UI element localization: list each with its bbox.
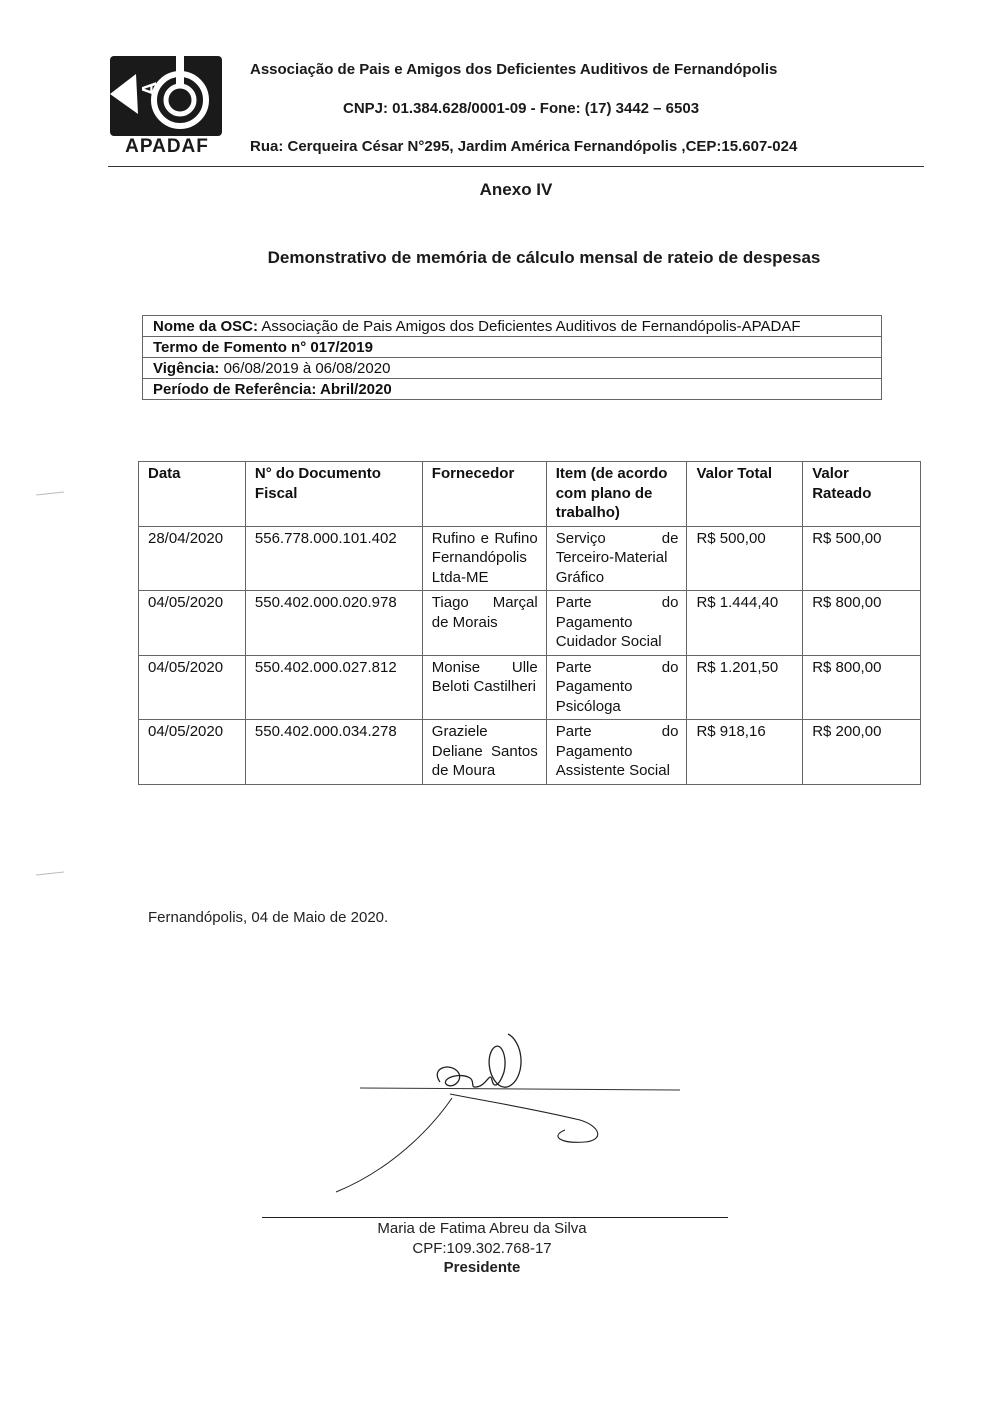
signature-line	[262, 1217, 728, 1218]
info-row-periodo	[143, 379, 882, 400]
cell-valor-total: R$ 500,00	[687, 526, 803, 591]
col-header-data: Data	[139, 462, 246, 527]
signer-name: Maria de Fatima Abreu da Silva	[377, 1220, 587, 1237]
cell-data: 04/05/2020	[139, 655, 246, 720]
org-address: Rua: Cerqueira César N°295, Jardim América Fernandópolis ,CEP:15.607-024	[250, 138, 798, 155]
signer-role: Presidente	[443, 1259, 521, 1276]
cell-documento: 556.778.000.101.402	[245, 526, 422, 591]
cell-fornecedor: Graziele Deliane Santos de Moura	[422, 720, 546, 785]
cnpj-phone: CNPJ: 01.384.628/0001-09 - Fone: (17) 3442 – 6503	[343, 100, 700, 117]
expenses-table	[138, 461, 921, 785]
col-header-fornecedor: Fornecedor	[422, 462, 546, 527]
cell-valor-total: R$ 1.444,40	[687, 591, 803, 656]
cell-fornecedor: Tiago Marçal de Morais	[422, 591, 546, 656]
signature-image	[330, 1010, 690, 1200]
termo-label: Termo de Fomento n° 017/2019	[143, 337, 882, 358]
info-row-vigencia	[143, 358, 882, 379]
cell-valor-total: R$ 1.201,50	[687, 655, 803, 720]
table-row	[139, 655, 921, 720]
info-row-osc	[143, 316, 882, 337]
header-divider	[108, 166, 924, 167]
apadaf-logo	[108, 54, 226, 158]
cell-data: 28/04/2020	[139, 526, 246, 591]
cell-valor-rateado: R$ 200,00	[803, 720, 921, 785]
cell-valor-total: R$ 918,16	[687, 720, 803, 785]
cell-fornecedor: Rufino e Rufino Fernandópolis Ltda-ME	[422, 526, 546, 591]
cell-data: 04/05/2020	[139, 591, 246, 656]
table-header-row	[139, 462, 921, 527]
col-header-valor-total: Valor Total	[687, 462, 803, 527]
periodo-label: Período de Referência: Abril/2020	[143, 379, 882, 400]
osc-label: Nome da OSC:	[153, 318, 259, 335]
place-date: Fernandópolis, 04 de Maio de 2020.	[148, 909, 389, 926]
annex-title: Anexo IV	[479, 180, 553, 199]
cell-item: Parte do Pagamento Cuidador Social	[546, 591, 687, 656]
cell-documento: 550.402.000.027.812	[245, 655, 422, 720]
cell-valor-rateado: R$ 800,00	[803, 655, 921, 720]
logo-text: APADAF	[125, 136, 209, 157]
cell-fornecedor: Monise Ulle Beloti Castilheri	[422, 655, 546, 720]
scan-margin-mark	[36, 872, 64, 876]
cell-documento: 550.402.000.034.278	[245, 720, 422, 785]
col-header-valor-rateado: Valor Rateado	[803, 462, 921, 527]
cell-documento: 550.402.000.020.978	[245, 591, 422, 656]
vigencia-value: 06/08/2019 à 06/08/2020	[219, 360, 391, 377]
vigencia-label: Vigência:	[153, 360, 220, 377]
table-row	[139, 591, 921, 656]
cell-valor-rateado: R$ 800,00	[803, 591, 921, 656]
cell-item: Serviço de Terceiro-Material Gráfico	[546, 526, 687, 591]
info-row-termo	[143, 337, 882, 358]
document-title: Demonstrativo de memória de cálculo mensal de rateio de despesas	[267, 248, 821, 267]
svg-text:A: A	[139, 81, 161, 96]
osc-value: Associação de Pais Amigos dos Deficientes Auditivos de Fernandópolis-APADAF	[258, 318, 801, 335]
col-header-documento: N° do Documento Fiscal	[245, 462, 422, 527]
org-name: Associação de Pais e Amigos dos Deficientes Auditivos de Fernandópolis	[250, 61, 778, 78]
table-row	[139, 526, 921, 591]
cell-item: Parte do Pagamento Assistente Social	[546, 720, 687, 785]
cell-item: Parte do Pagamento Psicóloga	[546, 655, 687, 720]
table-row	[139, 720, 921, 785]
cell-data: 04/05/2020	[139, 720, 246, 785]
col-header-item: Item (de acordo com plano de trabalho)	[546, 462, 687, 527]
osc-info-table	[142, 315, 882, 400]
signer-cpf: CPF:109.302.768-17	[412, 1240, 552, 1257]
scan-margin-mark	[36, 492, 64, 496]
cell-valor-rateado: R$ 500,00	[803, 526, 921, 591]
